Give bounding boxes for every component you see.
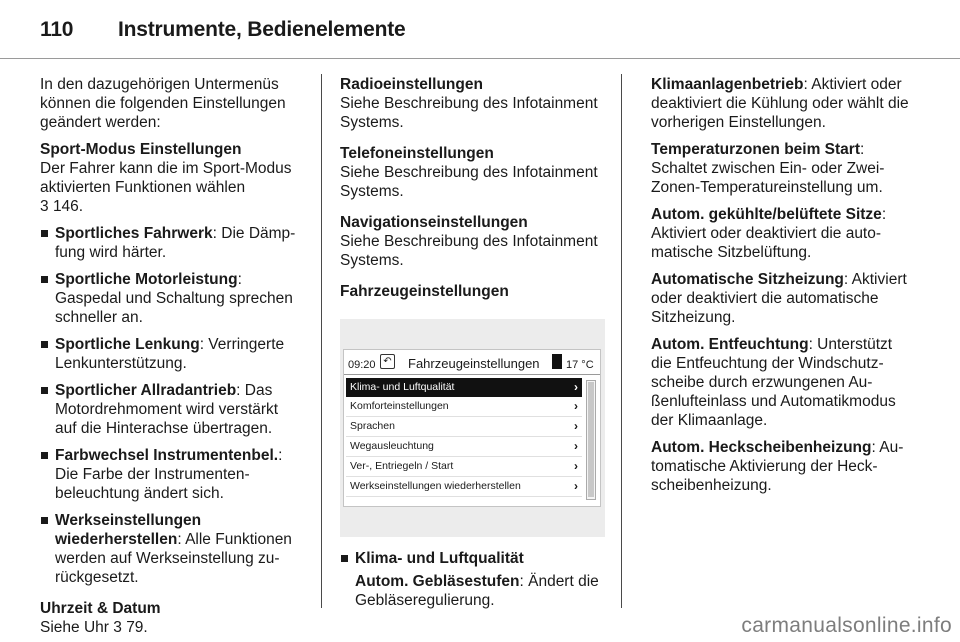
clock-ref-page: 79. [126, 619, 148, 636]
climate-item [651, 75, 913, 132]
section-heading: Navigationseinstellungen [340, 214, 528, 231]
display-frame [343, 349, 601, 507]
bullet-term: Sportliche Motorleistung [55, 271, 238, 288]
back-arrow-icon: ↶ [380, 354, 395, 369]
climate-item [651, 140, 913, 197]
sub-item [340, 572, 605, 610]
item-text: : Aktiviert oder deaktiviert die automatische Sitzbelüftung. [651, 206, 887, 261]
column-3 [651, 75, 913, 503]
display-title: Fahrzeugeinstellungen [408, 356, 540, 371]
menu-item [346, 417, 582, 437]
item-text: : Unterstützt die Entfeuchtung der Windschutzscheibe durch erzwungenen Außenlufteinlass und Automatikmodus der Klimaanlage. [651, 336, 896, 429]
page-title: Instrumente, Bedienelemente [118, 18, 406, 41]
item-term: Autom. Heckscheibenheizung [651, 439, 872, 456]
menu-item-label: Ver-, Entriegeln / Start [350, 460, 454, 472]
display-time: 09:20 [348, 359, 376, 371]
sport-section [40, 140, 302, 216]
column-divider-2 [621, 74, 622, 608]
header-rule [0, 58, 960, 59]
bullet-square-icon [41, 452, 48, 459]
menu-item [346, 457, 582, 477]
display-scrollbar [586, 380, 596, 500]
climate-item [651, 438, 913, 495]
bullet-text: : Verringerte Lenkunterstützung. [55, 336, 285, 372]
item-term: Autom. gekühlte/belüftete Sitze [651, 206, 882, 223]
item-term: Autom. Entfeuchtung [651, 336, 809, 353]
item-term: Klimaanlagenbetrieb [651, 76, 804, 93]
watermark: carmanualsonline.info [741, 614, 952, 637]
column-2 [340, 75, 605, 610]
vehicle-settings-heading: Fahrzeugeinstellungen [340, 283, 509, 300]
menu-item [346, 437, 582, 457]
bullet-text: : Gaspedal und Schaltung sprechen schneller an. [55, 271, 293, 326]
menu-item-label: Sprachen [350, 420, 395, 432]
menu-item [346, 477, 582, 497]
bullet-text: : Alle Funktionen werden auf Werkseinstellung zurückgesetzt. [55, 531, 292, 586]
bullet-text: : Die Farbe der Instrumentenbeleuchtung ändert sich. [55, 447, 283, 502]
bullet-item [40, 446, 302, 503]
column-1 [40, 75, 302, 637]
bullet-square-icon [41, 276, 48, 283]
bullet-square-icon [41, 387, 48, 394]
item-text: : Aktiviert oder deaktiviert die automatische Sitzheizung. [651, 271, 907, 326]
bullet-term: Sportliche Lenkung [55, 336, 200, 353]
menu-item-label: Klima- und Luftqualität [350, 381, 455, 393]
bullet-square-icon [41, 517, 48, 524]
sport-heading: Sport-Modus Einstellungen [40, 141, 242, 158]
thermometer-icon [552, 354, 562, 369]
display-temperature: 17 °C [566, 359, 594, 371]
bullet-square-icon [41, 230, 48, 237]
page-number: 110 [40, 18, 74, 41]
section-text: Siehe Beschreibung des Infotainment Systems. [340, 233, 598, 269]
bullet-term: Sportlicher Allradantrieb [55, 382, 237, 399]
display-status-bar [344, 350, 600, 375]
sub-text: : Ändert die Gebläseregulierung. [355, 573, 599, 609]
menu-item-label: Komforteinstellungen [350, 400, 449, 412]
chevron-right-icon: › [574, 380, 578, 394]
menu-item [346, 397, 582, 417]
bullet-term: Klima- und Luftqualität [355, 550, 524, 567]
sport-ref-page: 146. [52, 198, 84, 215]
page-header [40, 18, 406, 42]
scrollbar-thumb [588, 382, 594, 497]
bullet-square-icon [341, 555, 348, 562]
item-term: Automatische Sitzheizung [651, 271, 844, 288]
display-menu [346, 378, 582, 497]
bullet-item [40, 511, 302, 587]
navigation-section [340, 213, 605, 270]
climate-item [651, 270, 913, 327]
bullet-square-icon [41, 341, 48, 348]
section-text: Siehe Beschreibung des Infotainment Systems. [340, 164, 598, 200]
climate-item [651, 335, 913, 430]
radio-section [340, 75, 605, 132]
item-term: Temperaturzonen beim Start [651, 141, 861, 158]
chevron-right-icon: › [574, 419, 578, 433]
menu-item-label: Wegausleuchtung [350, 440, 434, 452]
chevron-right-icon: › [574, 399, 578, 413]
section-heading: Radioeinstellungen [340, 76, 483, 93]
bullet-item [40, 381, 302, 438]
sub-term: Autom. Gebläsestufen [355, 573, 520, 590]
bullet-item [340, 549, 605, 568]
bullet-term: Werkseinstellungen wiederherstellen [55, 512, 202, 548]
item-text: : Aktiviert oder deaktiviert die Kühlung oder wählt die vorherigen Einstellungen. [651, 76, 909, 131]
bullet-text: : Das Motordrehmoment wird verstärkt auf die Hinterachse übertragen. [55, 382, 279, 437]
section-text: Siehe Beschreibung des Infotainment Systems. [340, 95, 598, 131]
clock-heading: Uhrzeit & Datum [40, 600, 161, 617]
bullet-term: Farbwechsel Instrumentenbel. [55, 447, 279, 464]
page-ref [40, 198, 83, 215]
chevron-right-icon: › [574, 479, 578, 493]
bullet-item [40, 224, 302, 262]
climate-item [651, 205, 913, 262]
clock-section [40, 599, 302, 637]
item-text: : Schaltet zwischen Ein- oder Zwei-Zonen-Temperatureinstellung um. [651, 141, 885, 196]
arrow-ref-icon: 3 [40, 198, 49, 215]
column-divider-1 [321, 74, 322, 608]
item-text: : Automatische Aktivierung der Heckscheibenheizung. [651, 439, 904, 494]
clock-text: Siehe Uhr [40, 619, 109, 636]
chevron-right-icon: › [574, 439, 578, 453]
sport-text: Der Fahrer kann die im Sport-Modus aktivierten Funktionen wählen [40, 160, 292, 196]
bullet-text: : Die Dämpfung wird härter. [55, 225, 296, 261]
phone-section [340, 144, 605, 201]
arrow-ref-icon: 3 [113, 619, 122, 636]
section-heading: Telefoneinstellungen [340, 145, 494, 162]
display-screenshot [340, 319, 605, 537]
menu-item-label: Werkseinstellungen wiederherstellen [350, 480, 521, 492]
bullet-item [40, 270, 302, 327]
bullet-item [40, 335, 302, 373]
intro-text: In den dazugehörigen Untermenüs können die folgenden Einstellungen geändert werden: [40, 76, 286, 131]
menu-item [346, 378, 582, 397]
bullet-term: Sportliches Fahrwerk [55, 225, 213, 242]
chevron-right-icon: › [574, 459, 578, 473]
